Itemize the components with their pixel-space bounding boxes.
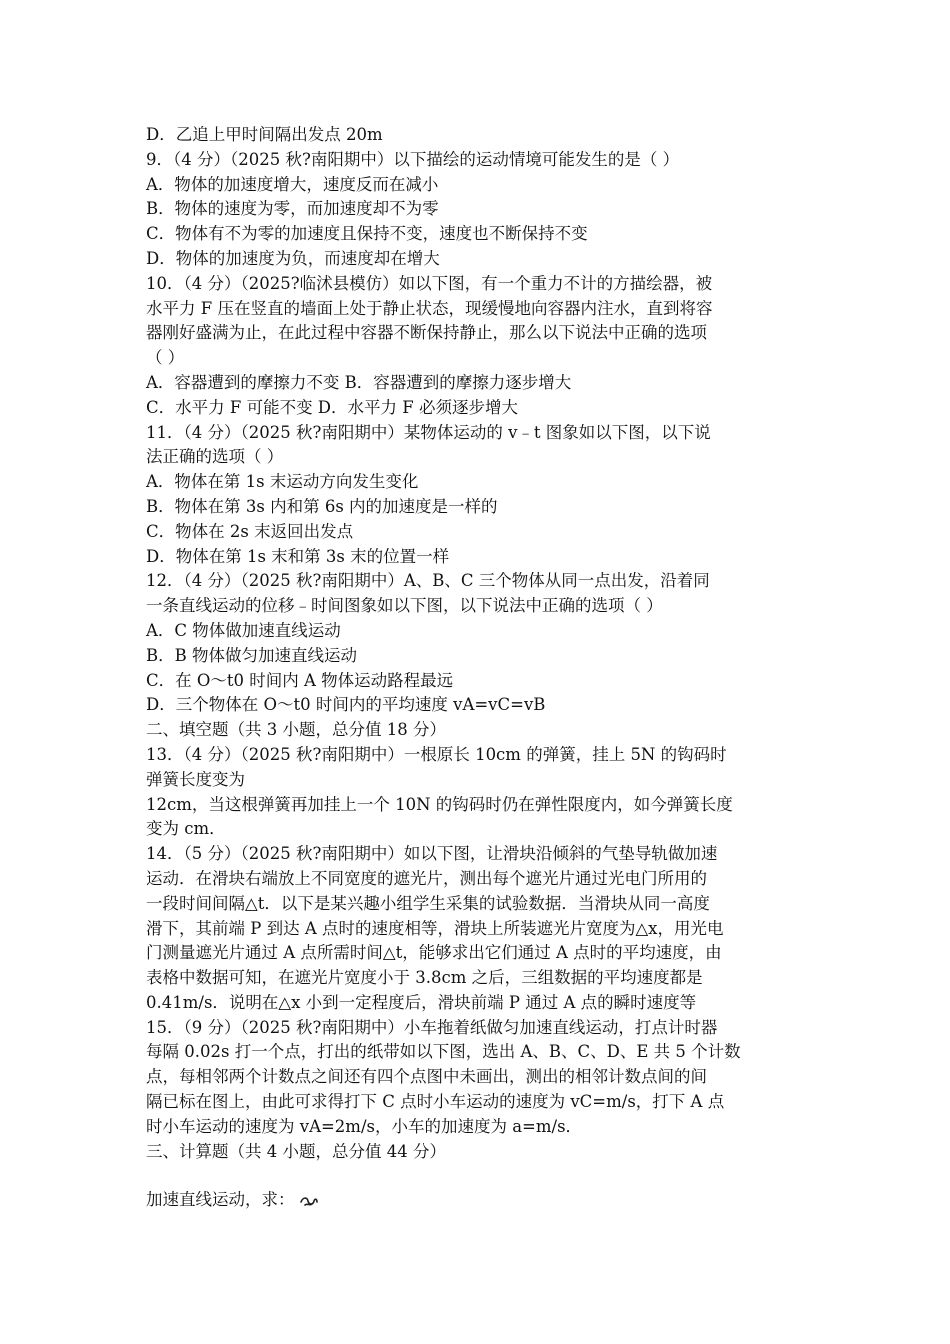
last-text: 加速直线运动，求： [146, 1190, 295, 1210]
text-line: 点，每相邻两个计数点之间还有四个点图中未画出，测出的相邻计数点间的间 [146, 1067, 707, 1087]
text-line: 12cm，当这根弹簧再加挂上一个 10N 的钩码时仍在弹性限度内，如今弹簧长度 [146, 794, 733, 814]
text-line: D．三个物体在 O～t0 时间内的平均速度 vA=vC=vB [146, 695, 546, 715]
text-line: 隔已标在图上，由此可求得打下 C 点时小车运动的速度为 vC=m/s，打下 A 点 [146, 1092, 725, 1112]
text-line: C．在 O～t0 时间内 A 物体运动路程最远 [146, 670, 454, 690]
text-line: 水平力 F 压在竖直的墙面上处于静止状态，现缓慢地向容器内注水，直到将容 [146, 298, 713, 318]
text-line: A．C 物体做加速直线运动 [146, 620, 341, 640]
text-line: 12．（4 分）（2025 秋?南阳期中）A、B、C 三个物体从同一点出发，沿着同 [146, 571, 710, 591]
text-line: 10．（4 分）（2025?临沭县模仿）如以下图，有一个重力不计的方描绘器，被 [146, 273, 713, 293]
text-line: 三、计算题（共 4 小题，总分值 44 分） [146, 1141, 446, 1161]
text-line: A．物体在第 1s 末运动方向发生变化 [146, 472, 419, 492]
text-line: 门测量遮光片通过 A 点所需时间△t，能够求出它们通过 A 点时的平均速度，由 [146, 943, 722, 963]
scribble-icon [299, 1194, 319, 1208]
text-line: 11．（4 分）（2025 秋?南阳期中）某物体运动的 v﹣t 图象如以下图，以下说 [146, 422, 711, 442]
text-line: C．物体有不为零的加速度且保持不变，速度也不断保持不变 [146, 224, 588, 244]
text-line: 弹簧长度变为 [146, 769, 245, 789]
text-line: D．物体在第 1s 末和第 3s 末的位置一样 [146, 546, 450, 566]
text-line: B．B 物体做匀加速直线运动 [146, 645, 357, 665]
text-line: 14．（5 分）（2025 秋?南阳期中）如以下图，让滑块沿倾斜的气垫导轨做加速 [146, 844, 718, 864]
text-line: 表格中数据可知，在遮光片宽度小于 3.8cm 之后，三组数据的平均速度都是 [146, 968, 703, 988]
text-line: D．物体的加速度为负，而速度却在增大 [146, 248, 440, 268]
blank-gap [146, 1164, 816, 1188]
text-line: C．物体在 2s 末返回出发点 [146, 521, 354, 541]
text-line: 15．（9 分）（2025 秋?南阳期中）小车拖着纸做匀加速直线运动，打点计时器 [146, 1017, 718, 1037]
text-line: 时小车运动的速度为 vA=2m/s，小车的加速度为 a=m/s． [146, 1116, 583, 1136]
text-line: A．物体的加速度增大，速度反而在减小 [146, 174, 439, 194]
text-line: C．水平力 F 可能不变 D．水平力 F 必须逐步增大 [146, 397, 518, 417]
text-line: 9．（4 分）（2025 秋?南阳期中）以下描绘的运动情境可能发生的是（ ） [146, 149, 680, 169]
text-line: 二、填空题（共 3 小题，总分值 18 分） [146, 720, 446, 740]
last-text-line [146, 1188, 816, 1213]
text-line: 法正确的选项（ ） [146, 447, 284, 467]
text-line: 一段时间间隔△t．以下是某兴趣小组学生采集的试验数据．当滑块从同一高度 [146, 893, 710, 913]
text-line: 滑下，其前端 P 到达 A 点时的速度相等，滑块上所装遮光片宽度为△x，用光电 [146, 918, 724, 938]
text-line: B．物体的速度为零，而加速度却不为零 [146, 199, 439, 219]
text-line: D．乙追上甲时间隔出发点 20m [146, 125, 383, 144]
text-line: （ ） [146, 348, 185, 368]
text-line: 0.41m/s．说明在△x 小到一定程度后，滑块前端 P 通过 A 点的瞬时速度等 [146, 992, 697, 1012]
text-line: 运动．在滑块右端放上不同宽度的遮光片，测出每个遮光片通过光电门所用的 [146, 868, 707, 888]
text-line: A．容器遭到的摩擦力不变 B．容器遭到的摩擦力逐步增大 [146, 372, 572, 392]
text-line: 13．（4 分）（2025 秋?南阳期中）一根原长 10cm 的弹簧，挂上 5N 的钩码时 [146, 744, 727, 764]
text-line: 变为 cm． [146, 819, 226, 839]
document-page [146, 123, 816, 1213]
text-line: 一条直线运动的位移﹣时间图象如以下图，以下说法中正确的选项（ ） [146, 596, 663, 616]
text-line: 器刚好盛满为止，在此过程中容器不断保持静止，那么以下说法中正确的选项 [146, 323, 707, 343]
text-line: 每隔 0.02s 打一个点，打出的纸带如以下图，选出 A、B、C、D、E 共 5 个计数 [146, 1042, 741, 1062]
text-line: B．物体在第 3s 内和第 6s 内的加速度是一样的 [146, 496, 498, 516]
